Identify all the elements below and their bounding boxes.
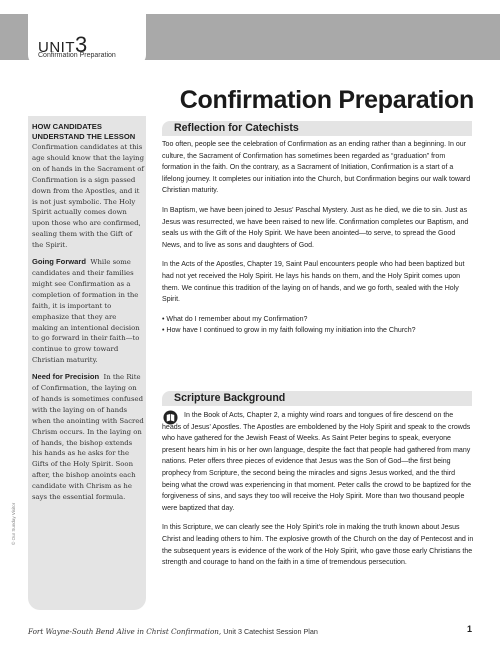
reflection-paragraph-2: In Baptism, we have been joined to Jesus’ Paschal Mystery. Just as he died, we die to sin. Just as Jesus was resurrected, we have been raised to new life. Confirmation completes our Baptism, and seals us with the Gift of the Holy Spirit. We have been anointed—to serve, to spread the Good News, and to live as sons and daughters of God. bbox=[162, 206, 469, 249]
scripture-heading-bar bbox=[162, 391, 472, 406]
footer-title-rest: Unit 3 Catechist Session Plan bbox=[221, 627, 318, 636]
reflection-question-2: • How have I continued to grow in my faith following my initiation into the Church? bbox=[162, 327, 416, 335]
unit-subtitle: Confirmation Preparation bbox=[38, 52, 116, 59]
sidebar bbox=[28, 116, 146, 610]
going-forward-text: While some candidates and their families might see Confirmation as a completion of formation in the faith, it is important to emphasize that they are making an intentional decision to go forward in their faith—to continue to grow toward Christian maturity. bbox=[32, 258, 140, 365]
sidebar-heading: HOW CANDIDATES UNDERSTAND THE LESSON bbox=[32, 122, 136, 141]
footer-title bbox=[28, 627, 318, 636]
reflection-paragraph-3: In the Acts of the Apostles, Chapter 19, Saint Paul encounters people who had been baptized but had not yet received the Holy Spirit. He lays his hands on them, and the Holy Spirit comes upon them. We continue this tradition of the laying on of hands, and we go forth, sealed with the Holy Spirit. bbox=[162, 261, 465, 304]
precision-lead: Need for Precision bbox=[32, 372, 100, 382]
page-title: Confirmation Preparation bbox=[179, 86, 474, 114]
reflection-heading: Reflection for Catechists bbox=[174, 122, 299, 134]
reflection-body bbox=[162, 139, 474, 337]
scripture-paragraph-1: In the Book of Acts, Chapter 2, a mighty wind roars and tongues of fire descend on the heads of Jesus’ Apostles. The Apostles are emboldened by the Holy Spirit and speak to the crowds who have gathered for the Jewish Feast of Weeks. As Saint Peter begins to speak, everyone present hears him in his or her own language, despite the fact that people had gathered from many nations. Peter offers three pieces of evidence that Jesus was the Son of God—the first being prophecy from Scripture, the second being the miracles and signs Jesus worked, and the third being what the crowd was experiencing in that moment. Peter calls the crowd to be baptized for the forgiveness of sins, and says they too will receive the Holy Spirit. More than two thousand people were baptized that day. bbox=[162, 412, 472, 512]
scripture-body bbox=[162, 410, 474, 569]
sidebar-precision bbox=[32, 372, 144, 503]
unit-label: UNIT3 bbox=[38, 32, 88, 57]
unit-number: 3 bbox=[75, 32, 88, 57]
reflection-paragraph-1: Too often, people see the celebration of Confirmation as an ending rather than a beginning. In our culture, the Sacrament of Confirmation has sometimes been regarded as “graduation” from formation in the faith. On the contrary, as a Sacrament of Initiation, Confirmation is a start of a lifelong journey. It completes our initiation into the Church, but Confirmation begins our walk toward Christian maturity. bbox=[162, 141, 471, 195]
going-forward-lead: Going Forward bbox=[32, 257, 86, 267]
unit-tab bbox=[28, 14, 146, 65]
scripture-paragraph-2: In this Scripture, we can clearly see the Holy Spirit’s role in making the truth known about Jesus Christ and leading others to him. The explosive growth of the Church on the day of Pentecost and in the subsequent years is evidence of the work of the Holy Spirit, who gave those early Christians the strength and courage to hand on the faith in a time of tremendous persecution. bbox=[162, 524, 474, 567]
reflection-question-1: • What do I remember about my Confirmation? bbox=[162, 315, 308, 323]
sidebar-paragraph: Confirmation candidates at this age should know that the laying on of hands in the Sacrament of Confirmation is a sign passed down from the Apostles, and it is not just symbolic. The Holy Spirit actually comes down upon those who are confirmed, sealing them with the Gift of the Spirit. bbox=[32, 143, 145, 250]
copyright-notice: © Our Sunday Visitor bbox=[11, 502, 16, 545]
footer-title-italic: Fort Wayne-South Bend Alive in Christ Confirmation, bbox=[28, 627, 222, 636]
scripture-heading: Scripture Background bbox=[174, 392, 286, 404]
sidebar-going-forward bbox=[32, 257, 144, 366]
page-number: 1 bbox=[466, 624, 472, 634]
reflection-heading-bar bbox=[162, 121, 472, 136]
precision-text: In the Rite of Confirmation, the laying on of hands is sometimes confused with the laying on of hands when the anointing with Sacred Chrism occurs. In the laying on of hands, the bishop extends his hands as he asks for the Gifts of the Holy Spirit. Soon after, the bishop anoints each candidate with Chrism as he says the essential formula. bbox=[32, 373, 144, 502]
